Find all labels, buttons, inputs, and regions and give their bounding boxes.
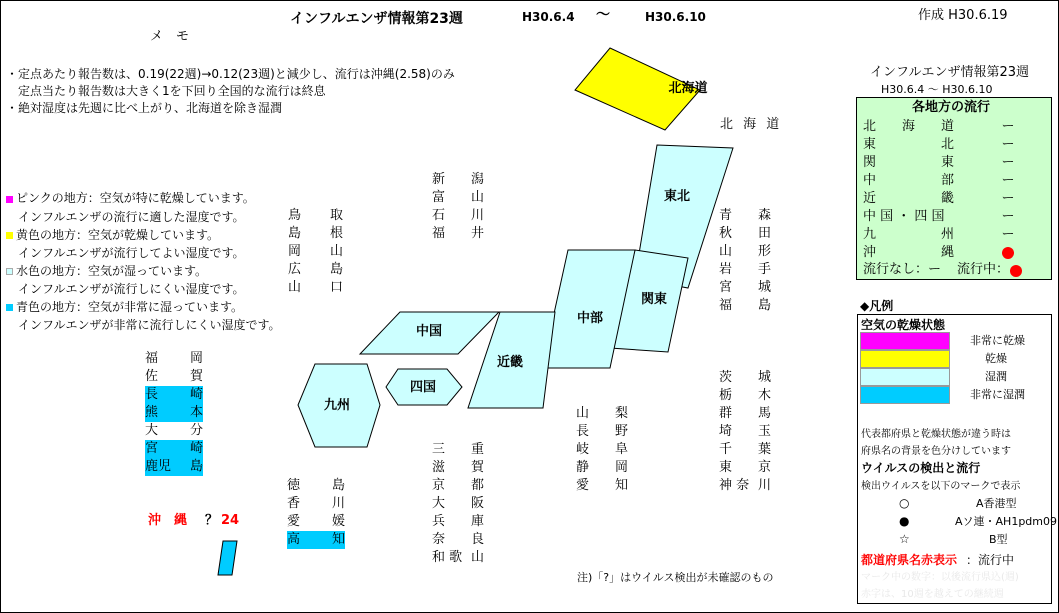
region-hokkaido-label: 北海道 bbox=[668, 81, 708, 96]
created-date: 作成 H30.6.19 bbox=[918, 8, 1008, 23]
legend-faint-2: 赤字は、10週を越えての継続週 bbox=[861, 589, 1004, 600]
legend-note-1: 代表都府県と乾燥状態が違う時は bbox=[861, 429, 1011, 440]
pref-row: 山 形 bbox=[719, 244, 771, 259]
pref-row: 埼 玉 bbox=[719, 424, 771, 439]
pref-row: 三 重 bbox=[432, 442, 484, 457]
legend-heading: ◆凡例 bbox=[860, 299, 894, 313]
date-to: H30.6.10 bbox=[645, 10, 706, 24]
pink-swatch bbox=[6, 196, 13, 203]
pref-list-tohoku bbox=[719, 207, 771, 315]
pref-row: 宮 城 bbox=[719, 280, 771, 295]
pref-list-kanto bbox=[719, 369, 771, 495]
pref-row: 東 京 bbox=[719, 460, 771, 475]
pref-row: 宮 崎 bbox=[145, 441, 203, 456]
legend-label-dry: 乾燥 bbox=[985, 352, 1007, 365]
cyan-swatch bbox=[6, 268, 13, 275]
pref-row: 兵 庫 bbox=[432, 514, 484, 529]
region-kinki-label: 近畿 bbox=[496, 355, 524, 370]
pref-row: 滋 賀 bbox=[432, 460, 484, 475]
pref-row: 茨 城 bbox=[719, 370, 771, 385]
ryuko-row-okinawa: 沖 縄 bbox=[863, 244, 1047, 262]
memo-line-3: ・絶対湿度は先週に比べ上がり、北海道を除き湿潤 bbox=[6, 101, 283, 115]
pref-row: 新 潟 bbox=[432, 172, 484, 187]
pref-list-chubu bbox=[576, 405, 628, 495]
legend-swatch-very-dry bbox=[860, 332, 950, 350]
legend-label-very-humid: 非常に湿潤 bbox=[970, 388, 1025, 401]
b-type-star-icon: ☆ bbox=[899, 532, 910, 546]
pref-row: 千 葉 bbox=[719, 442, 771, 457]
legend-label-humid: 湿潤 bbox=[985, 370, 1007, 383]
pink-note-sub: インフルエンザの流行に適した湿度です。 bbox=[18, 210, 245, 224]
region-kyushu-label: 九州 bbox=[323, 398, 351, 413]
pref-row: 愛 媛 bbox=[287, 514, 345, 529]
blue-note-sub: インフルエンザが非常に流行しにくい湿度です。 bbox=[18, 318, 281, 332]
legend-mark-label-hongkong: A香港型 bbox=[976, 497, 1017, 510]
pref-row: 長 崎 bbox=[145, 387, 203, 402]
soviet-mark-icon: ● bbox=[899, 514, 910, 528]
ryuko-panel bbox=[856, 97, 1052, 280]
pref-list-kinki bbox=[432, 441, 484, 567]
ryuko-row-tohoku: 東 北 ー bbox=[863, 137, 1015, 152]
pref-row: 青 森 bbox=[719, 208, 771, 223]
japan-region-map bbox=[290, 30, 750, 500]
pref-row: 高 知 bbox=[287, 532, 345, 547]
pref-row: 山 口 bbox=[288, 280, 343, 295]
footnote: 注)「?」はウイルス検出が未確認のもの bbox=[577, 571, 774, 584]
pref-row: 岩 手 bbox=[719, 262, 771, 277]
blue-note: 青色の地方：空気が非常に湿っています。 bbox=[16, 300, 244, 314]
pref-row: 栃 木 bbox=[719, 388, 771, 403]
legend-label-very-dry: 非常に乾燥 bbox=[970, 334, 1025, 347]
ryuko-footer-none: 流行なし：ー bbox=[863, 262, 942, 277]
pref-row: 大 分 bbox=[145, 423, 203, 438]
pref-row: 静 岡 bbox=[576, 460, 628, 475]
blue-swatch bbox=[6, 304, 13, 311]
yellow-note: 黄色の地方：空気が乾燥しています。 bbox=[16, 228, 220, 242]
pref-list-shikoku bbox=[287, 477, 345, 549]
legend-swatch-dry bbox=[860, 350, 950, 368]
pref-hokkaido: 北 海 道 bbox=[720, 117, 783, 132]
ryuko-row-kyushu: 九 州 ー bbox=[863, 227, 1015, 242]
pref-row: 福 島 bbox=[719, 298, 771, 313]
legend-virus-note: 検出ウイルスを以下のマークで表示 bbox=[861, 481, 1021, 492]
right-title: インフルエンザ情報第23週 bbox=[870, 65, 1030, 80]
okinawa-island-shape[interactable] bbox=[218, 541, 237, 575]
date-tilde: ～ bbox=[596, 7, 610, 23]
legend-mark-label-b: B型 bbox=[989, 533, 1008, 546]
legend-red-suffix: ：流行中 bbox=[966, 553, 1015, 567]
region-kanto-label: 関東 bbox=[640, 292, 668, 307]
memo-line-2: 定点当たり報告数は大きく1を下回り全国的な流行は終息 bbox=[6, 84, 326, 98]
right-period: H30.6.4 ～ H30.6.10 bbox=[881, 83, 993, 96]
memo-heading: メ モ bbox=[150, 29, 190, 44]
legend-mark-label-soviet: Aソ連・AH1pdm09 bbox=[955, 515, 1057, 528]
pref-row: 鳥 取 bbox=[288, 208, 343, 223]
pref-okinawa-name: 沖 縄 bbox=[148, 513, 188, 528]
pref-row: 和 歌 山 bbox=[432, 550, 484, 565]
pref-row: 熊 本 bbox=[145, 405, 203, 420]
okinawa-mark: ？ bbox=[205, 513, 219, 528]
yellow-swatch bbox=[6, 232, 13, 239]
cyan-note-sub: インフルエンザが流行しにくい湿度です。 bbox=[18, 282, 245, 296]
pink-note: ピンクの地方：空気が特に乾燥しています。 bbox=[16, 191, 255, 205]
pref-row: 徳 島 bbox=[287, 478, 345, 493]
legend-faint-1: マーク中の数字：以後流行県込(週) bbox=[861, 572, 1019, 583]
legend-virus-title: ウイルスの検出と流行 bbox=[861, 461, 981, 475]
pref-row: 岐 阜 bbox=[576, 442, 628, 457]
yellow-note-sub: インフルエンザが流行してよい湿度です。 bbox=[18, 246, 245, 260]
legend-note-2: 府県名の背景を色分けしています bbox=[861, 446, 1011, 457]
ryuko-footer-yes: 流行中： bbox=[957, 262, 1010, 277]
pref-row: 島 根 bbox=[288, 226, 343, 241]
pref-row: 鹿児 島 bbox=[145, 459, 203, 474]
legend-swatch-humid bbox=[860, 368, 950, 386]
ryuko-row-chubu: 中 部 ー bbox=[863, 173, 1015, 188]
legend-red-title: 都道府県名赤表示 bbox=[861, 553, 958, 567]
region-chugoku-label: 中国 bbox=[415, 324, 443, 339]
pref-row: 佐 賀 bbox=[145, 369, 203, 384]
pref-row: 大 阪 bbox=[432, 496, 484, 511]
ryuko-row-chugoku-shikoku: 中 国 ・ 四 国 ー bbox=[863, 209, 1015, 224]
region-shikoku-label: 四国 bbox=[409, 380, 437, 395]
epidemic-dot-icon bbox=[1010, 265, 1022, 277]
region-chubu-label: 中部 bbox=[576, 311, 604, 326]
ryuko-title: 各地方の流行 bbox=[912, 100, 991, 115]
pref-row: 福 岡 bbox=[145, 351, 203, 366]
hongkong-mark-icon: ○ bbox=[899, 496, 910, 510]
legend-swatch-very-humid bbox=[860, 386, 950, 404]
report-title: インフルエンザ情報第23週 bbox=[290, 11, 463, 27]
region-chubu-shape[interactable] bbox=[542, 250, 635, 368]
pref-list-hokuriku bbox=[432, 171, 484, 243]
pref-list-kyushu bbox=[145, 350, 203, 476]
pref-row: 群 馬 bbox=[719, 406, 771, 421]
okinawa-week: 24 bbox=[221, 513, 240, 528]
okinawa-island bbox=[215, 539, 240, 579]
pref-row: 香 川 bbox=[287, 496, 345, 511]
epidemic-dot-icon bbox=[1002, 247, 1014, 259]
pref-row: 富 山 bbox=[432, 190, 484, 205]
pref-row: 山 梨 bbox=[576, 406, 628, 421]
pref-row: 秋 田 bbox=[719, 226, 771, 241]
memo-line-1: ・定点あたり報告数は、0.19(22週)→0.12(23週)と減少し、流行は沖縄(2.58)のみ bbox=[6, 67, 455, 81]
pref-row: 岡 山 bbox=[288, 244, 343, 259]
pref-row: 京 都 bbox=[432, 478, 484, 493]
legend-dry-title: 空気の乾燥状態 bbox=[861, 318, 946, 332]
date-from: H30.6.4 bbox=[522, 10, 575, 24]
pref-row: 福 井 bbox=[432, 226, 484, 241]
region-tohoku-label: 東北 bbox=[663, 189, 691, 204]
pref-row: 広 島 bbox=[288, 262, 343, 277]
pref-row: 愛 知 bbox=[576, 478, 628, 493]
pref-row: 石 川 bbox=[432, 208, 484, 223]
cyan-note: 水色の地方：空気が湿っています。 bbox=[16, 264, 208, 278]
ryuko-row-kinki: 近 畿 ー bbox=[863, 191, 1015, 206]
pref-row: 神 奈 川 bbox=[719, 478, 771, 493]
pref-list-chugoku bbox=[288, 207, 343, 297]
pref-row: 奈 良 bbox=[432, 532, 484, 547]
pref-row: 長 野 bbox=[576, 424, 628, 439]
ryuko-row-kanto: 関 東 ー bbox=[863, 155, 1015, 170]
ryuko-row-hokkaido: 北 海 道 ー bbox=[863, 119, 1015, 134]
